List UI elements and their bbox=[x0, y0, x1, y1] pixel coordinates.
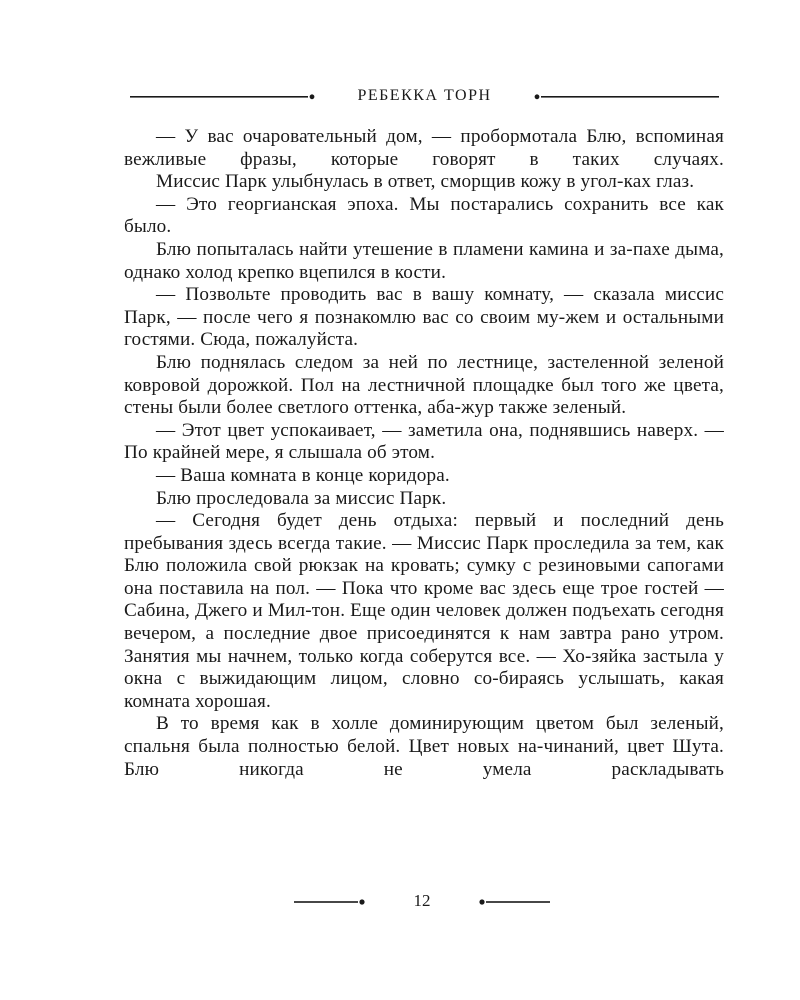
text-line: Занятия мы начнем, только когда соберутся все. — Хо- bbox=[124, 645, 592, 667]
text-line: а последние двое присоединятся к нам завтра рано утром. bbox=[205, 623, 724, 645]
paragraph bbox=[124, 239, 724, 284]
text-line: зеленой ковровой дорожкой. Пол на лестничной площадке bbox=[124, 351, 724, 396]
paragraph bbox=[124, 171, 724, 194]
text-line: — Сегодня будет день отдыха: первый и последний день bbox=[156, 510, 724, 532]
text-line: — Это георгианская эпоха. Мы постарались сохранить bbox=[156, 193, 649, 215]
text-line: пребывания здесь всегда такие. — Миссис Парк проследила bbox=[124, 532, 630, 554]
text-line: — Ваша комната в конце коридора. bbox=[156, 464, 450, 486]
text-line: жем и остальными гостями. Сюда, пожалуйста. bbox=[124, 306, 724, 351]
paragraph bbox=[124, 420, 724, 465]
text-line: ках глаз. bbox=[623, 171, 695, 193]
paragraph bbox=[124, 284, 724, 352]
paragraph bbox=[124, 510, 724, 713]
page-footer bbox=[286, 884, 558, 920]
paragraph bbox=[124, 488, 724, 511]
text-line: с резиновыми сапогами она поставила на пол. — Пока что bbox=[124, 555, 724, 599]
text-line: зяйка застыла у окна с выжидающим лицом, словно со- bbox=[124, 645, 724, 690]
text-line: Блю поднялась следом за ней по лестнице, застеленной bbox=[156, 351, 650, 373]
paragraph bbox=[124, 126, 724, 171]
running-header bbox=[122, 80, 727, 114]
text-line: за тем, как Блю положила свой рюкзак на кровать; сумку bbox=[124, 532, 724, 577]
text-line: миссис Парк, — после чего я познакомлю вас со своим му- bbox=[124, 284, 725, 328]
paragraph bbox=[124, 352, 724, 420]
text-line: Блю попыталась найти утешение в пламени камина и за- bbox=[156, 238, 633, 260]
text-line: был того же цвета, стены были более светлого оттенка, аба- bbox=[124, 374, 724, 419]
text-line: тон. Еще один человек должен подъехать сегодня вечером, bbox=[124, 600, 724, 645]
text-line: пахе дыма, однако холод крепко вцепился в кости. bbox=[124, 238, 724, 283]
text-line: кроме вас здесь еще трое гостей — Сабина, Джего и Мил- bbox=[124, 577, 724, 622]
paragraph bbox=[124, 194, 724, 239]
text-line: случаях. bbox=[653, 148, 724, 170]
paragraph bbox=[124, 713, 724, 781]
page-body bbox=[124, 126, 724, 781]
paragraph bbox=[124, 465, 724, 488]
text-line: наверх. — По крайней мере, я слышала об этом. bbox=[124, 419, 724, 464]
text-line: вспоминая вежливые фразы, которые говорят в таких bbox=[124, 126, 724, 170]
running-title: РЕБЕККА ТОРН bbox=[353, 87, 495, 104]
page-number: 12 bbox=[413, 891, 431, 910]
text-line: бираясь услышать, какая комната хорошая. bbox=[124, 668, 724, 712]
text-line: чинаний, цвет Шута. Блю никогда не умела раскладывать bbox=[124, 736, 724, 780]
text-line: В то время как в холле доминирующим цветом был bbox=[156, 713, 639, 735]
text-line: — Этот цвет успокаивает, — заметила она, поднявшись bbox=[156, 419, 631, 441]
text-line: жур также зеленый. bbox=[461, 397, 627, 419]
text-line: Блю проследовала за миссис Парк. bbox=[156, 487, 447, 509]
text-line: — Позвольте проводить вас в вашу комнату, — сказала bbox=[156, 284, 655, 306]
text-line: все как было. bbox=[124, 193, 724, 238]
text-line: — У вас очаровательный дом, — пробормотала Блю, bbox=[156, 126, 627, 147]
text-line: зеленый, спальня была полностью белой. Цвет новых на- bbox=[124, 713, 725, 758]
text-line: Миссис Парк улыбнулась в ответ, сморщив кожу в угол- bbox=[156, 171, 624, 193]
